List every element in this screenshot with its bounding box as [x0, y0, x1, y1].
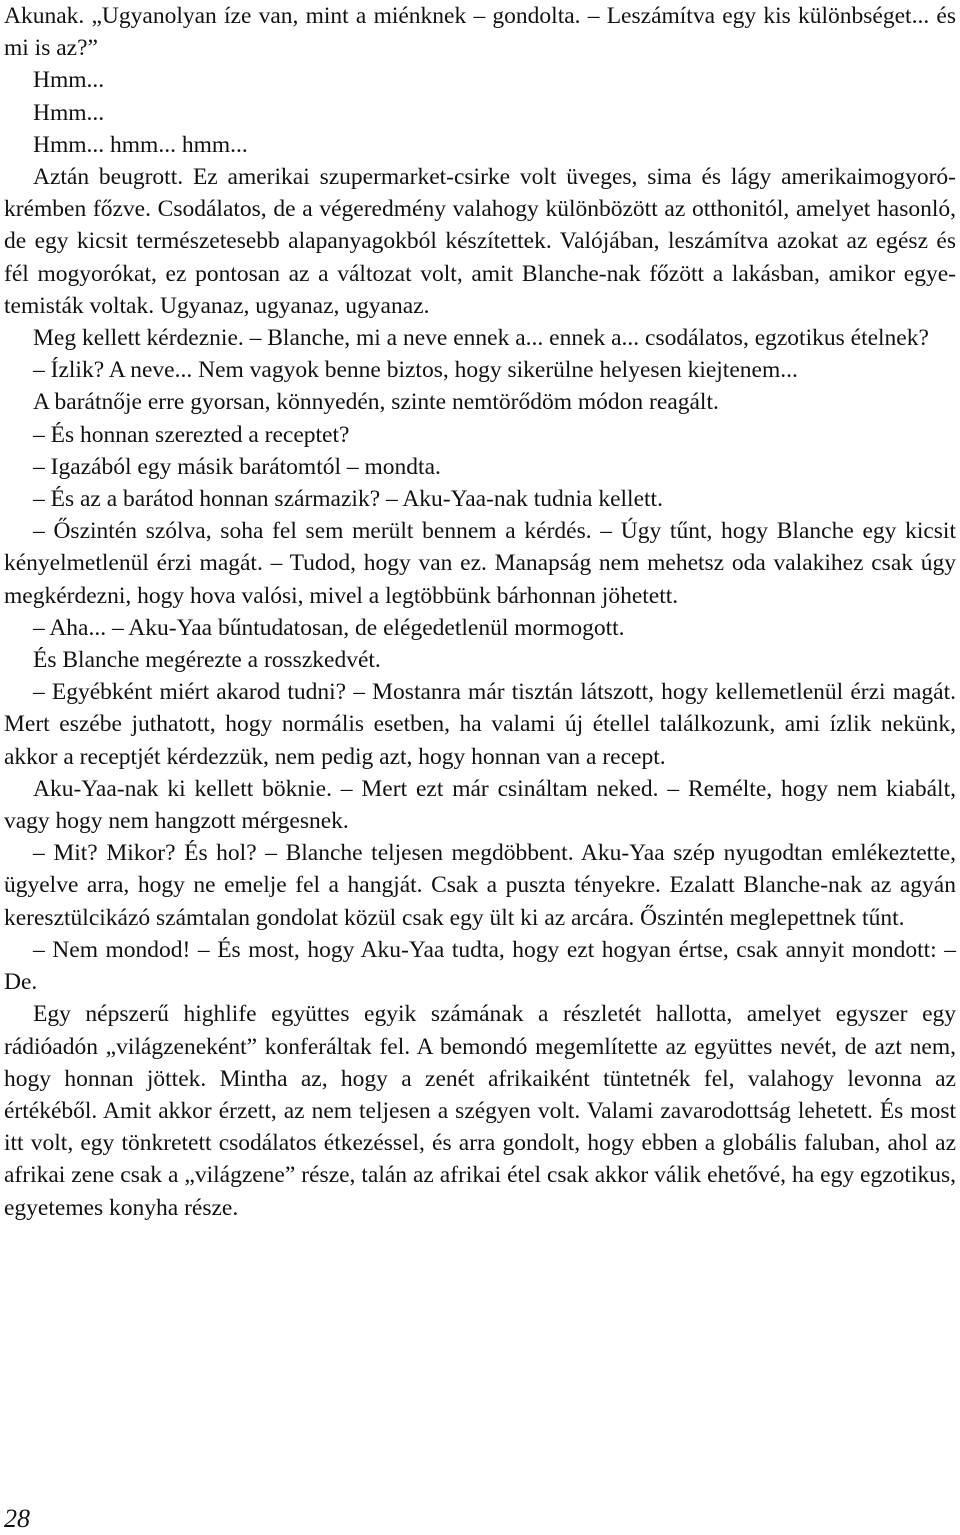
paragraph: – És honnan szerezted a receptet?	[33, 421, 350, 448]
book-page	[4, 0, 956, 1535]
paragraph: Akunak. „Ugyanolyan íze van, mint a miénknek – gondolta. – Leszámítva egy kis különbséget... és mi is az?”	[4, 3, 956, 62]
paragraph: – És az a barátod honnan származik? – Aku-Yaa-nak tudnia kellett.	[33, 486, 663, 513]
paragraph: Meg kellett kérdeznie. – Blanche, mi a neve ennek a... ennek a... csodálatos, egzotikus ételnek?	[33, 325, 929, 352]
paragraph: Hmm...	[33, 67, 105, 94]
body-text	[4, 0, 956, 1224]
paragraph: És Blanche megérezte a rosszkedvét.	[33, 647, 381, 674]
paragraph: – Egyébként miért akarod tudni? – Mostanra már tisztán látszott, hogy kellemetlenül érzi magát. Mert eszébe juthatott, hogy normális esetben, ha valami új étellel találkozunk, ami ízlik nekünk, akkor a receptjét kérdezzük, nem pedig azt, hogy honnan van a recept.	[4, 679, 956, 770]
paragraph: Egy népszerű highlife együttes egyik számának a részletét hallotta, amelyet egyszer egy rádióadón „világzeneként” konferáltak fel. A bemondó megemlítette az együttes nevét, de azt nem, hogy honnan jöttek. Mintha az, hogy a zenét afrikaiként tüntetnék fel, valahogy levonna az értékéből. Amit akkor érzett, az nem teljesen a szégyen volt. Valami zavarodottság lehetett. És most itt volt, egy tönkretett csodálatos étkezéssel, és arra gondolt, hogy ebben a globális faluban, ahol az afrikai zene csak a „világzene” része, talán az afrikai étel csak akkor válik ehetővé, ha egy egzotikus, egyetemes konyha része.	[4, 1001, 956, 1221]
paragraph: – Ízlik? A neve... Nem vagyok benne biztos, hogy sikerülne helyesen kiejtenem...	[33, 357, 798, 384]
paragraph: – Nem mondod! – És most, hogy Aku-Yaa tudta, hogy ezt hogyan értse, csak annyit mondott: – De.	[4, 936, 956, 996]
paragraph: – Aha... – Aku-Yaa bűntudatosan, de elégedetlenül mormogott.	[33, 614, 625, 641]
paragraph: – Őszintén szólva, soha fel sem merült bennem a kérdés. – Úgy tűnt, hogy Blanche egy kicsit kényelmetlenül érzi magát. – Tudod, hogy van ez. Manapság nem mehetsz oda valakihez csak úgy megkérdezni, hogy hova valósi, mivel a legtöbbünk bárhonnan jöhetett.	[4, 518, 956, 609]
paragraph: A barátnője erre gyorsan, könnyedén, szinte nemtörődöm módon reagált.	[33, 389, 719, 416]
page-number: 28	[4, 1504, 30, 1533]
paragraph: Aku-Yaa-nak ki kellett böknie. – Mert ezt már csináltam neked. – Remélte, hogy nem kiabált, vagy hogy nem hangzott mérgesnek.	[4, 775, 956, 835]
paragraph: – Mit? Mikor? És hol? – Blanche teljesen megdöbbent. Aku-Yaa szép nyugodtan emlékeztette, ügyelve arra, hogy ne emelje fel a hangját. Csak a puszta tényekre. Ezalatt Blanche-nak az agyán keresztülcikázó számtalan gondolat közül csak egy ült ki az arcára. Őszintén meglepettnek tűnt.	[4, 840, 956, 931]
paragraph: Hmm... hmm... hmm...	[33, 131, 248, 158]
paragraph: – Igazából egy másik barátomtól – mondta.	[33, 453, 441, 480]
paragraph: Aztán beugrott. Ez amerikai szupermarket-csirke volt üveges, sima és lágy amerikaimogyoró-krémben főzve. Csodálatos, de a végeredmény valahogy különbözött az otthonitól, amelyet hasonló, de egy kicsit természetesebb alapanyagokból készítettek. Valójában, leszámítva azokat az egész és fél mogyorókat, ez pontosan az a változat volt, amit Blanche-nak főzött a lakásban, amikor egyetemisták voltak. Ugyanaz, ugyanaz, ugyanaz.	[4, 164, 956, 319]
paragraph: Hmm...	[33, 99, 105, 126]
